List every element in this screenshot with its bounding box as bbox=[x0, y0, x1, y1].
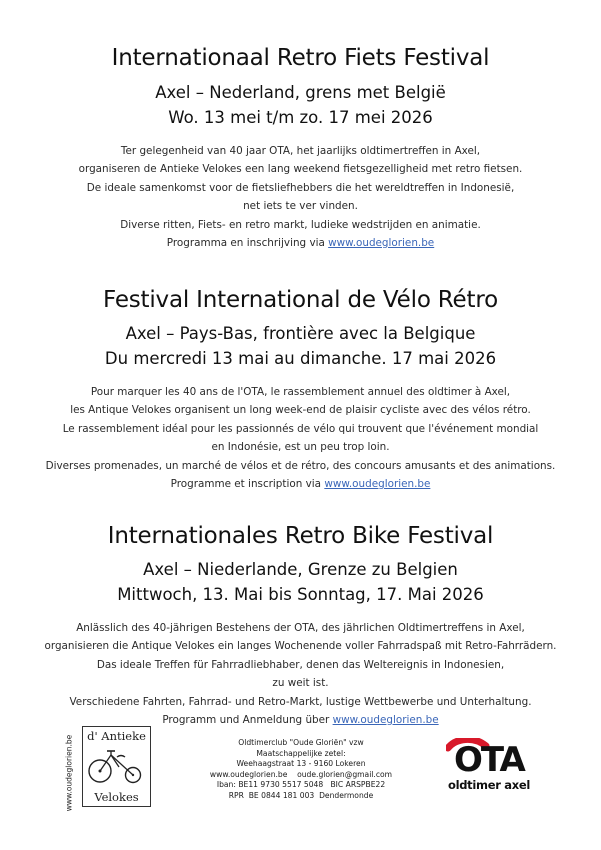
location-de: Axel – Niederlande, Grenze zu Belgien bbox=[143, 560, 458, 579]
club-line: RPR BE 0844 181 003 Dendermonde bbox=[228, 790, 374, 800]
text-line: en Indonésie, est un peu trop loin. bbox=[211, 441, 390, 454]
section-nl bbox=[0, 44, 601, 252]
location-nl: Axel – Nederland, grens met België bbox=[155, 83, 446, 102]
club-line: Oldtimerclub "Oude Gloriën" vzw bbox=[238, 738, 364, 747]
text-line: organisieren die Antique Velokes ein langes Wochenende voller Fahrradspaß mit Retro-Fahrrädern. bbox=[44, 640, 557, 653]
ota-logo bbox=[446, 738, 538, 800]
ota-subtitle: oldtimer axel bbox=[448, 778, 530, 792]
text-line: organiseren de Antieke Velokes een lang weekend fietsgezelligheid met retro fietsen. bbox=[78, 163, 523, 176]
text-line: zu weit ist. bbox=[272, 677, 329, 690]
website-link[interactable]: www.oudeglorien.be bbox=[328, 237, 435, 250]
title-fr: Festival International de Vélo Rétro bbox=[103, 287, 498, 313]
website-link[interactable]: www.oudeglorien.be bbox=[324, 478, 431, 491]
bicycle-icon bbox=[87, 745, 146, 787]
title-de: Internationales Retro Bike Festival bbox=[107, 523, 494, 549]
text-line: Anlässlich des 40-jährigen Bestehens der OTA, des jährlichen Oldtimertreffens in Axel, bbox=[76, 622, 525, 634]
side-url-text: www.oudeglorien.be bbox=[64, 734, 74, 811]
club-line: www.oudeglorien.be oude.glorien@gmail.com bbox=[209, 769, 393, 779]
club-line: Maatschappelijke zetel: bbox=[256, 748, 346, 758]
program-prefix: Programma en inschrijving via bbox=[166, 237, 329, 250]
text-line: Das ideale Treffen für Fahrradliebhaber, denen das Weltereignis in Indonesien, bbox=[96, 658, 505, 671]
body-fr bbox=[0, 383, 601, 493]
logo-left-top-text: d' Antieke bbox=[87, 729, 146, 743]
club-line: Weehaagstraat 13 - 9160 Lokeren bbox=[236, 759, 366, 768]
dates-fr: Du mercredi 13 mai au dimanche. 17 mai 2026 bbox=[104, 349, 497, 368]
text-line: Ter gelegenheid van 40 jaar OTA, het jaarlijks oldtimertreffen in Axel, bbox=[120, 145, 481, 157]
text-line: les Antique Velokes organisent un long week-end de plaisir cycliste avec des vélos rétro. bbox=[70, 404, 531, 417]
text-line: Diverse ritten, Fiets- en retro markt, ludieke wedstrijden en animatie. bbox=[120, 218, 481, 231]
program-line bbox=[0, 234, 601, 252]
antieke-velokes-logo bbox=[82, 726, 151, 807]
text-line: Le rassemblement idéal pour les passionnés de vélo qui trouvent que l'événement mondial bbox=[62, 422, 539, 435]
ota-mark: OTA bbox=[454, 740, 524, 780]
program-prefix: Programme et inscription via bbox=[170, 478, 325, 491]
dates-de: Mittwoch, 13. Mai bis Sonntag, 17. Mai 2026 bbox=[117, 585, 484, 604]
program-prefix: Programm und Anmeldung über bbox=[162, 714, 333, 727]
logo-left-bottom-text: Velokes bbox=[94, 790, 139, 804]
location-fr: Axel – Pays-Bas, frontière avec la Belgique bbox=[125, 324, 476, 343]
text-line: Pour marquer les 40 ans de l'OTA, le rassemblement annuel des oldtimer à Axel, bbox=[90, 386, 511, 398]
title-nl: Internationaal Retro Fiets Festival bbox=[111, 45, 490, 71]
club-line: Iban: BE11 9730 5517 5048 BIC ARSPBE22 bbox=[216, 780, 386, 789]
dates-nl: Wo. 13 mei t/m zo. 17 mei 2026 bbox=[168, 108, 433, 127]
side-url bbox=[62, 730, 76, 815]
body-de bbox=[0, 619, 601, 729]
text-line: net iets te ver vinden. bbox=[243, 200, 358, 213]
club-info bbox=[196, 738, 406, 801]
text-line: De ideale samenkomst voor de fietsliefhebbers die het wereldtreffen in Indonesië, bbox=[86, 181, 515, 194]
program-line bbox=[0, 475, 601, 493]
text-line: Verschiedene Fahrten, Fahrrad- und Retro-Markt, lustige Wettbewerbe und Unterhaltung. bbox=[69, 695, 532, 708]
website-link[interactable]: www.oudeglorien.be bbox=[332, 714, 439, 727]
text-line: Diverses promenades, un marché de vélos et de rétro, des concours amusants et des animations. bbox=[45, 459, 556, 472]
section-de bbox=[0, 522, 601, 729]
body-nl bbox=[0, 142, 601, 252]
section-fr bbox=[0, 286, 601, 493]
